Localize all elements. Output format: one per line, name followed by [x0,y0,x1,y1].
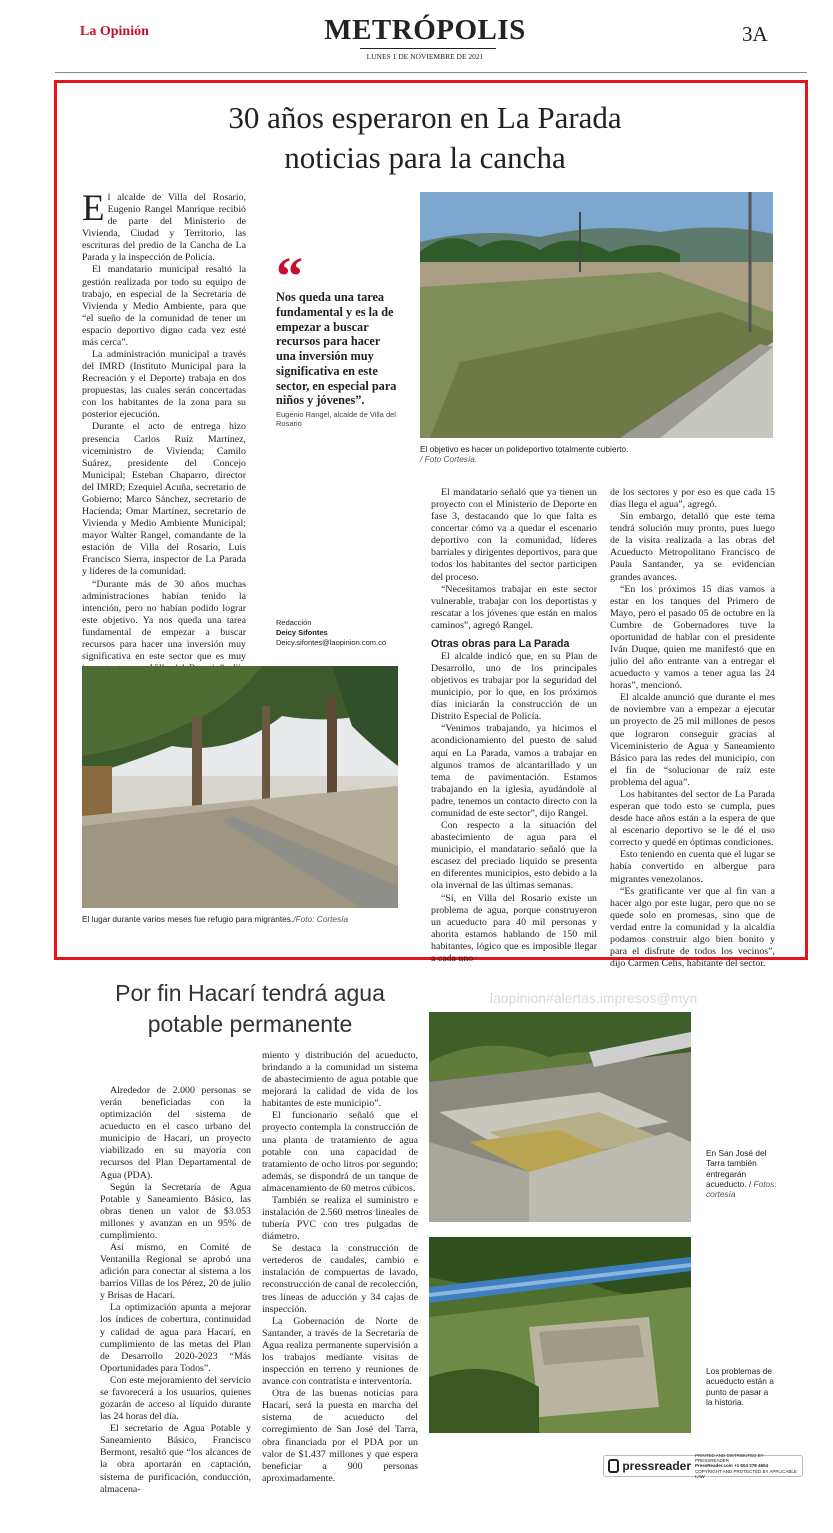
quote-attribution: Eugenio Rangel, alcalde de Villa del Rosario [276,410,396,428]
caption-credit: / Foto Cortesía. [420,454,478,465]
paragraph: “Necesitamos trabajar en este sector vulnerable, trabajar con los deportistas y rescatar a los jóvenes que están en malos caminos”, agregó Rangel. [431,583,597,631]
paragraph: l alcalde de Villa del Rosario, Eugenio Rangel Manrique recibió de parte del Ministerio de Vivienda, Ciudad y Territorio, las escrituras del predio de la Cancha de La Parada y la inspección de Policía. [82,192,246,264]
article2-column-2 [262,1050,418,1485]
article2-title [90,978,410,1040]
notice-line: PRINTED AND DISTRIBUTED BY PRESSREADER [695,1453,764,1464]
paragraph: El mandatario municipal resaltó la gestión realizada por todo su equipo de trabajo, en especial de la Secretaría de Vivienda y Medio Ambiente, para que “el sueño de la comunidad de tener un espacio deportivo digno cada vez esté más cerca”. [82,264,246,348]
section-title: METRÓPOLIS [324,14,526,46]
byline-label: Redacción [276,618,312,627]
paragraph: “Es gratificante ver que al fin van a hacer algo por este lugar, pero que no se quede solo en promesas, sino que de verdad entre la comunidad y la alcaldía podamos construir algo bien bonito y para el disfrute de todos los vecinos”, dijo Carmen Celis, habitante del sector. [610,885,775,970]
byline-email: Deicy.sifontes@laopinion.com.co [276,637,387,647]
pressreader-logo: pressreader [622,1459,692,1473]
tank-photo [429,1012,691,1222]
caption-text: El objetivo es hacer un polideportivo totalmente cubierto. [420,444,629,454]
article2-column-1 [100,1085,251,1496]
trees-photo-caption [82,914,402,924]
subheading: Otras obras para La Parada [431,637,570,650]
pull-quote [276,246,400,428]
page-number: 3A [742,22,768,46]
notice-line: COPYRIGHT AND PROTECTED BY APPLICABLE LAW [695,1468,797,1479]
caption-text: El lugar durante varios meses fue refugio para migrantes. [82,914,294,924]
section-rule [360,48,496,49]
article-column-3 [431,487,597,965]
paragraph: La Gobernación de Norte de Santander, a través de la Secretaría de Agua realiza permanente supervisión a los trabajos mediante visitas de inspección en terreno y reuniones de avance con contratista e interventoría. [262,1315,418,1388]
quote-text: Nos queda una tarea fundamental y es la de empezar a buscar recursos para hacer una inversión muy significativa en este sector, en especial para niños y jóvenes”. [276,290,397,408]
pressreader-notice [695,1453,798,1479]
byline [276,618,416,647]
paragraph: Según la Secretaría de Agua Potable y Saneamiento Básico, las obras tienen un valor de $3.053 millones y avanzan en un 95% de cumplimiento. [100,1181,251,1241]
trees-photo [82,666,398,908]
field-photo-caption [420,444,773,465]
paragraph: El mandatario señaló que ya tienen un proyecto con el Ministerio de Deporte en fase 3, destacando que lo que falta es concertar cómo va a quedar el escenario deportivo con la comunidad, líderes barriales y dirigentes deportivos, para que todos los habitantes del sector participen del proceso. [431,487,597,583]
byline-name: Deicy Sifontes [276,627,328,637]
title-line-2: potable permanente [147,1011,353,1037]
title-line-1: 30 años esperaron en La Parada [228,100,622,135]
paragraph: “En los próximos 15 días vamos a estar en los tanques del Primero de Mayo, pero el pasado 05 de octubre en la Cumbre de Gobernadores tuve la oportunidad de hablar con el presidente Iván Duque, quien me manifestó que en julio del año entrante van a entregar el acueducto y vamos a tener agua las 24 horas”, mencionó. [610,583,775,692]
paragraph: Con este mejoramiento del servicio se favorecerá a los usuarios, quienes gozarán de acceso al líquido durante las 24 horas del día. [100,1374,251,1423]
pressreader-badge [603,1455,803,1477]
paragraph: Otra de las buenas noticias para Hacarí, será la puesta en marcha del sistema de acueducto del corregimiento de San José del Tarra, obra financiada por el PDA por un valor de $1.437 millones y que espera beneficiar a 900 personas aproximadamente. [262,1388,418,1484]
paragraph: Esto teniendo en cuenta que el lugar se había convertido en albergue para migrantes venezolanos. [610,849,775,885]
caption-text: En San José del Tarra también entregarán acueducto. / [706,1148,767,1190]
paragraph: miento y distribución del acueducto, brindando a la comunidad un sistema de abastecimiento de agua potable que mejorará la calidad de vida de los habitantes de este municipio”. [262,1050,418,1110]
caption-credit: /Foto: Cortesía [293,914,349,924]
header-rule [55,72,807,73]
paragraph: Sin embargo, detalló que este tema tendrá solución muy pronto, pues luego de la visita realizada a las obras del Acueducto Metropolitano Francisco de Paula Santander, ya se evidencian grandes avances. [610,511,775,583]
paragraph: El funcionario señaló que el proyecto contempla la construcción de una planta de tratamiento de agua potable con una capacidad de tratamiento de ocho litros por segundo; además, se dispondrá de un tanque de almacenamiento de 60 metros cúbicos. [262,1110,418,1194]
paragraph: de los sectores y por eso es que cada 15 días llega el agua”, agregó. [610,487,775,511]
field-photo [420,192,773,438]
watermark: laopinion#alertas.impresos@myn [490,990,698,1006]
tank-photo-caption [706,1148,786,1200]
pipe-photo [429,1237,691,1433]
quote-mark: “ [276,246,303,306]
paragraph: Durante el acto de entrega hizo presencia Carlos Ruíz Martínez, viceministro de Vivienda; Camilo Suárez, presidente del Concejo Municipal; Esteban Chaparro, director del IMRD; Ezequiel Acuña, secretario de Gobierno; Marco Sánchez, secretario de Hacienda; Omar Martínez, secretario de Vivienda y Medio Ambiente Municipal; mayor Walter Rangel, comandante de la estación de Villa del Rosario, Luis Francisco Sierra, inspector de La Parada y líderes de la comunidad. [82,421,246,578]
paragraph: “Sí, en Villa del Rosario existe un problema de agua, porque construyeron un acueducto para 40 mil personas y ahorita estamos hablando de 150 mil habitantes, lógico que es imposible llegar a cada uno [431,892,597,964]
paragraph: Con respecto a la situación del abastecimiento de agua para el municipio, el mandatario señaló que la escasez del preciado líquido se presenta en diferentes municipios, esto debido a la ola invernal de las últimas semanas. [431,820,597,892]
paragraph: El alcalde anunció que durante el mes de noviembre van a empezar a ejecutar un proyecto de 25 mil millones de pesos que lograron conseguir gracias al Viceministerio de Agua y Saneamiento Básico para las redes del municipio, con el fin de “solucionar de raíz este problema del agua”. [610,692,775,788]
pressreader-icon [608,1459,619,1473]
pipe-photo-caption: Los problemas de acueducto están a punto de pasar a la historia. [706,1366,774,1408]
paragraph: La administración municipal a través del IMRD (Instituto Municipal para la Recreación y el Deporte) trabaja en dos propuestas, las cuales serán concertadas con los habitantes de la zona para su posterior ejecución. [82,349,246,421]
paragraph: Alrededor de 2.000 personas se verán beneficiadas con la optimización del sistema de acueducto en el casco urbano del municipio de Hacarí, un proyecto viabilizado en su mayoría con recursos del Plan Departamental de Agua (PDA). [100,1085,251,1181]
paragraph: Se destaca la construcción de vertederos de caudales, cambio e instalación de compuertas de lavado, reconstrucción de canal de recolección, tres líneas de aducción y 34 cajas de inspección. [262,1243,418,1315]
paragraph: Así mismo, en Comité de Ventanilla Regional se aprobó una adición para conectar al sistema a los barrios Villas de los Pérez, 20 de julio y Brisas de Hacarí. [100,1242,251,1302]
brand-logo: La Opinión [80,24,149,39]
paragraph: “Durante más de 30 años muchas administraciones habían tenido la intención, pero no habían podido lograr este objetivo. Ya nos queda una tarea fundamental de empezar a buscar recursos para hacer una inversión muy significativa en este sector que es muy [82,578,246,662]
drop-cap: E [82,188,105,229]
title-line-1: Por fin Hacarí tendrá agua [115,980,385,1006]
paragraph: La optimización apunta a mejorar los índices de cobertura, continuidad y calidad de agua para Hacarí, en cumplimiento de las metas del Plan de Desarrollo 2020-2023 “Más Oportunidades para Todos”. [100,1302,251,1374]
notice-line: PressReader.com +1 604 278 4604 [695,1463,768,1469]
issue-date: LUNES 1 DE NOVIEMBRE DE 2021 [366,52,484,61]
paragraph: También se realiza el suministro e instalación de 2.560 metros lineales de tubería PVC con tres pulgadas de diámetro. [262,1194,418,1243]
paragraph: “Venimos trabajando, ya hicimos el acondicionamiento del puesto de salud aquí en La Parada, vamos a trabajar en algunos tramos de alcantarillado y un tema de pavimentación. Estamos trabajando en la iglesia, ayudándole al padre, tenemos un contacto directo con la comunidad de este sector”, dijo Rangel. [431,723,597,819]
article-title [140,98,710,178]
paragraph: El alcalde indicó que, en su Plan de Desarrollo, uno de los principales objetivos es trabajar por la seguridad del municipio, por lo que, en los próximos días iniciarán la construcción de un Distrito Especial de Policía. [431,650,597,723]
caption-credit: Fotos: cortesía [706,1179,777,1200]
paragraph: El secretario de Agua Potable y Saneamiento Básico, Francisco Bermont, resaltó que “los alcances de la obra aportarán en captación, sistema de purificación, conducción, almacena- [100,1423,251,1495]
paragraph: Los habitantes del sector de La Parada esperan que todo esto se cumpla, pues desde hace años están a la espera de que al escenario deportivo se le dé el uso correcto y quedé en óptimas condiciones. [610,788,775,849]
article-column-1 [82,188,246,687]
article-column-4 [610,487,775,970]
title-line-2: noticias para la cancha [284,140,566,175]
